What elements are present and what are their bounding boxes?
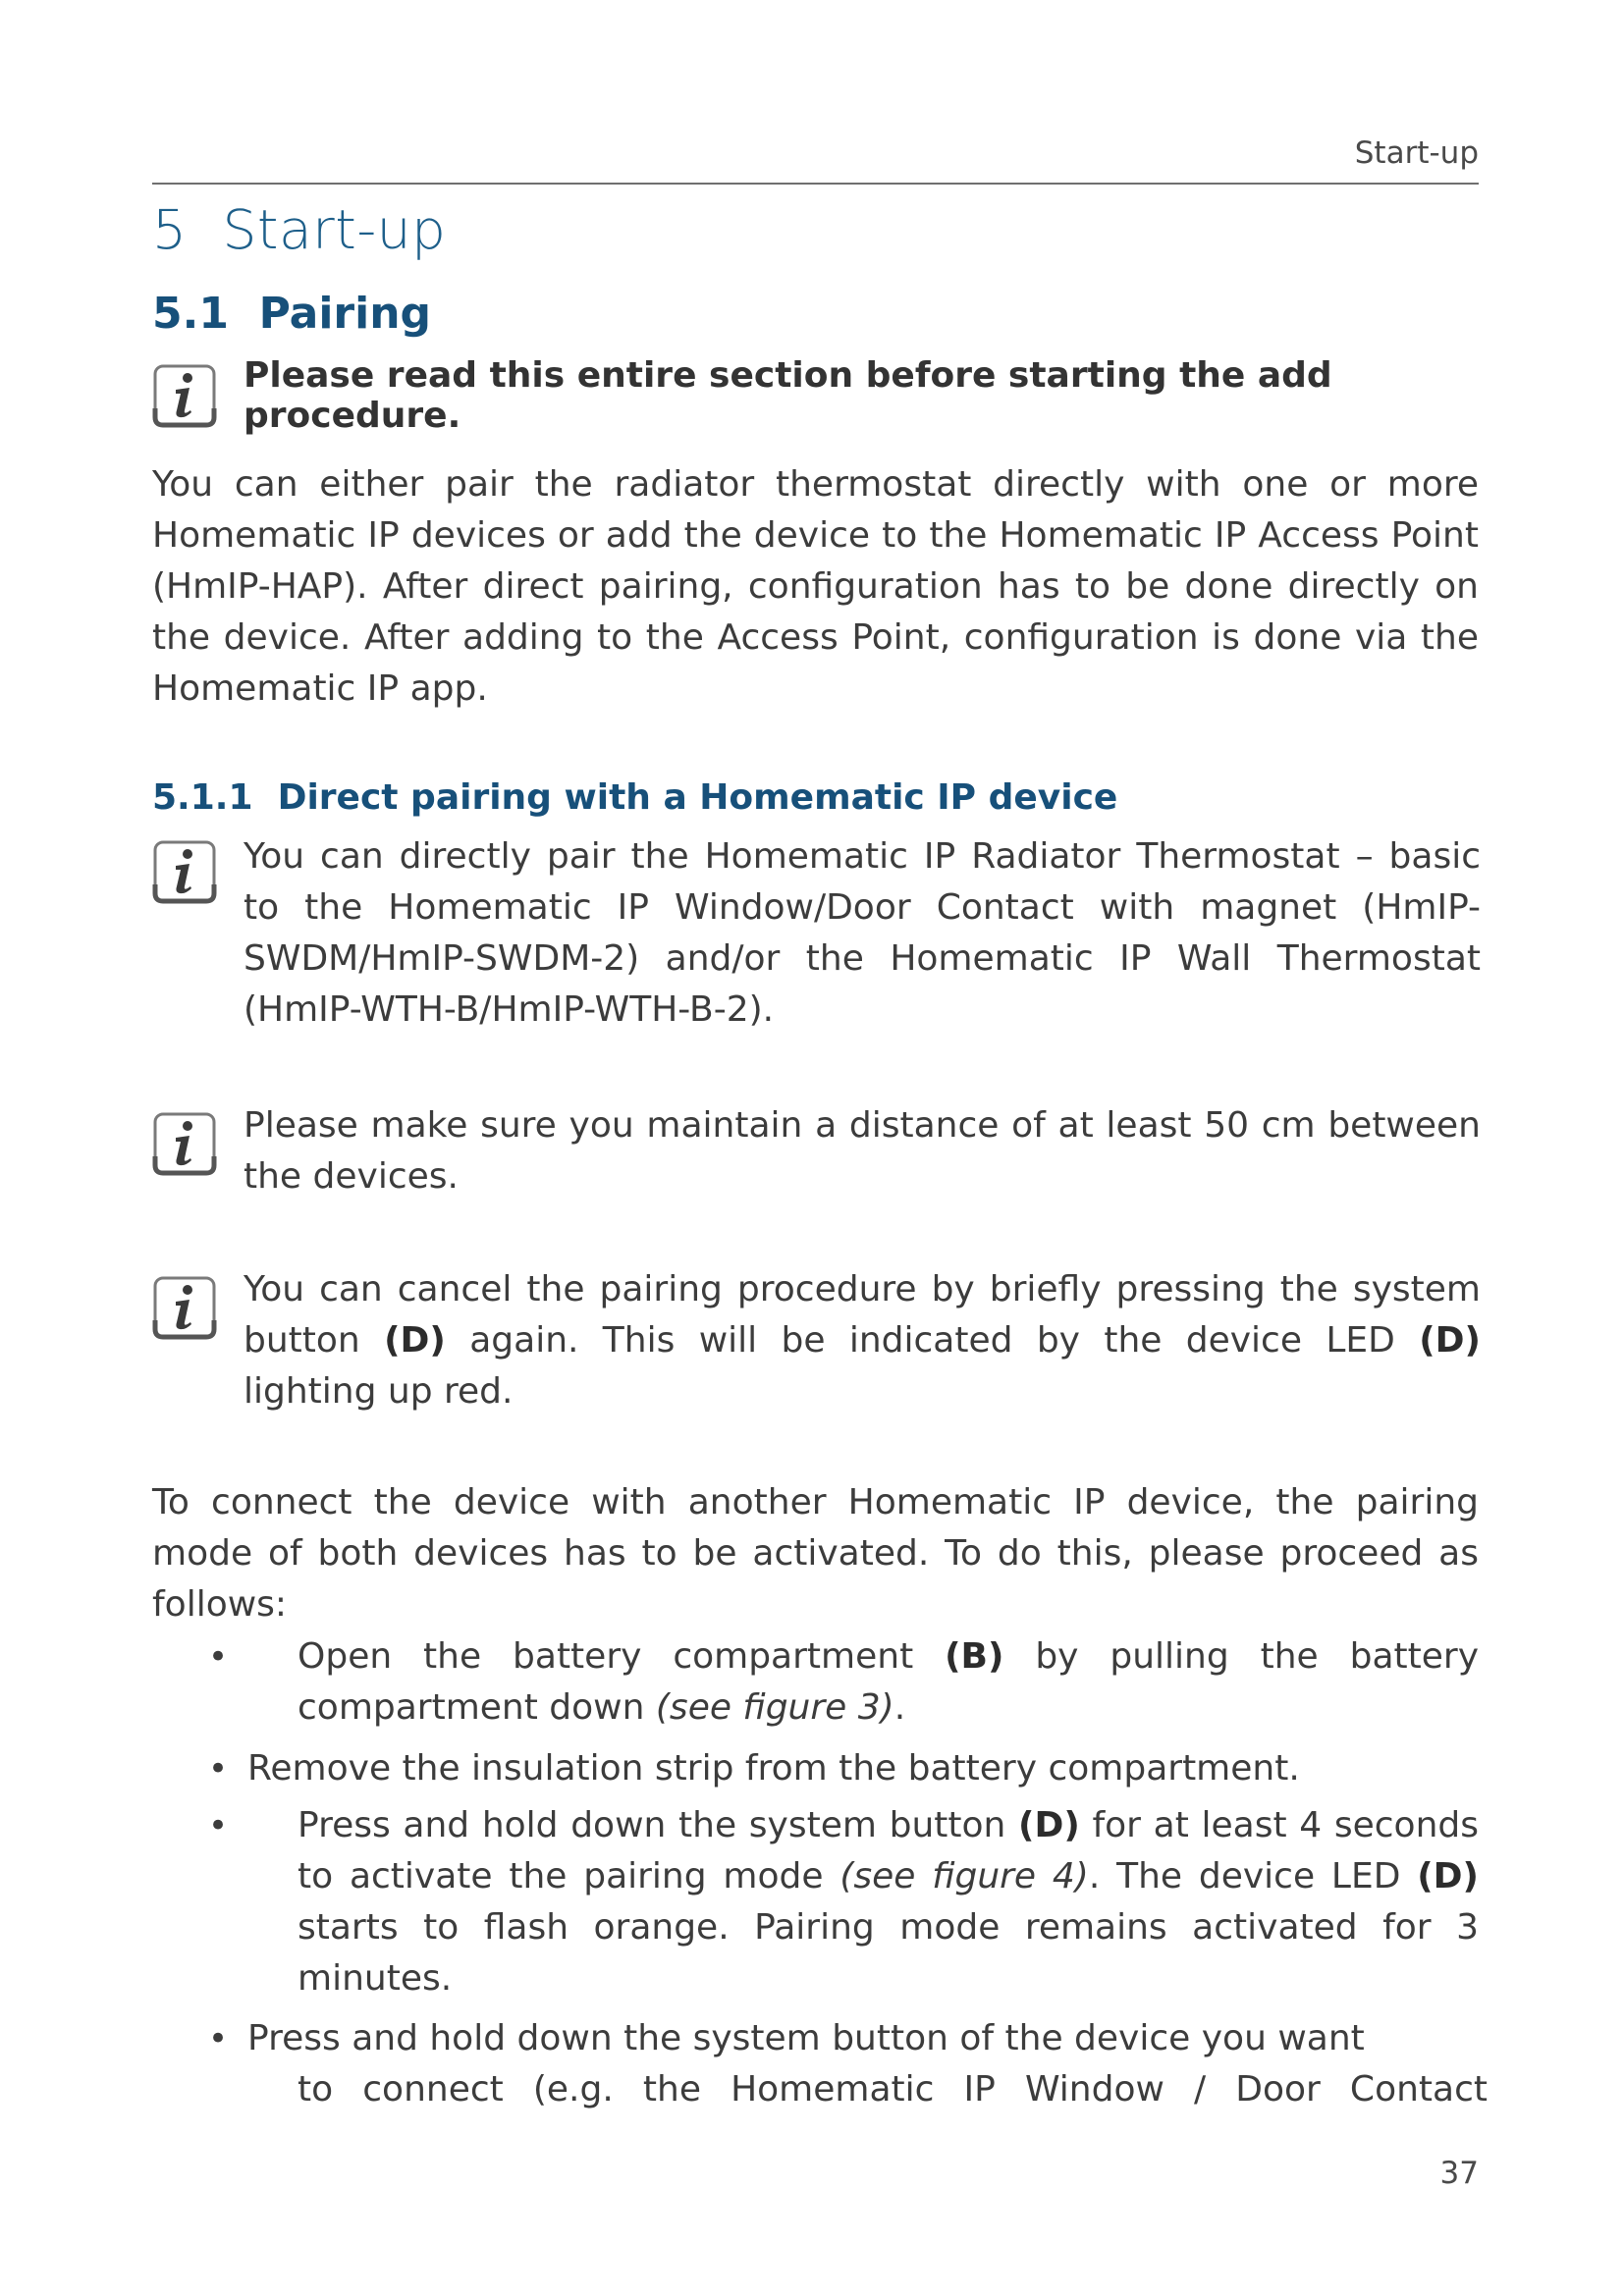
- subsection-title: Direct pairing with a Homematic IP device: [277, 777, 1118, 818]
- info-note-cancel: [244, 1264, 1481, 1417]
- ref-device-led: (D): [1419, 1320, 1481, 1361]
- info-note-compat: You can directly pair the Homematic IP Radiator Thermostat – basic to the Homematic IP Window/Door Contact with magnet (HmIP-SWDM/HmIP-SWDM-2) and/or the Homematic IP Wall Thermostat (HmIP-WTH-B/HmIP-WTH-B-2).: [244, 836, 1481, 1030]
- ref-battery-compartment: (B): [945, 1636, 1004, 1677]
- info-icon: [152, 1111, 217, 1176]
- section-heading: [152, 289, 431, 339]
- step-activate-pairing: Press and hold down the system button (D) for at least 4 seconds to activate the pairing mode (see figure 4). The device LED (D) starts to flash orange. Pairing mode remains activated for 3 minutes.: [298, 1805, 1480, 1999]
- ref-system-button: (D): [384, 1320, 446, 1361]
- step-connect-device-line1: Press and hold down the system button of the device you want: [247, 2018, 1365, 2058]
- info-note-distance: Please make sure you maintain a distance of at least 50 cm between the devices.: [244, 1105, 1481, 1197]
- cancel-text-2: again. This will be indicated by the device LED: [445, 1320, 1420, 1361]
- chapter-heading: [152, 198, 446, 261]
- bullet-icon: •: [208, 2019, 229, 2058]
- connect-paragraph: To connect the device with another Homematic IP device, the pairing mode of both devices has to be activated. To do this, please proceed as follows:: [152, 1482, 1479, 1625]
- running-head: Start-up: [1354, 135, 1479, 171]
- section-title: Pairing: [258, 289, 432, 339]
- bullet-icon: •: [208, 1637, 229, 1677]
- figure-ref: (see figure 4): [839, 1856, 1089, 1896]
- bullet-icon: •: [208, 1749, 229, 1789]
- ref-device-led: (D): [1417, 1856, 1480, 1896]
- bullet-icon: •: [208, 1806, 229, 1845]
- subsection-number: 5.1.1: [152, 777, 253, 818]
- cancel-text-3: lighting up red.: [244, 1371, 514, 1412]
- info-icon: [152, 839, 217, 904]
- chapter-title: Start-up: [222, 198, 447, 261]
- info-icon: [152, 1275, 217, 1340]
- step-connect-device-line2: to connect (e.g. the Homematic IP Window / Door Contact: [298, 2069, 1488, 2109]
- section-number: 5.1: [152, 289, 229, 339]
- ref-system-button: (D): [1018, 1805, 1080, 1845]
- notice-read: Please read this entire section before starting the add procedure.: [244, 355, 1332, 436]
- chapter-number: 5: [152, 198, 188, 261]
- cancel-text-1: You can cancel the pairing procedure by briefly pressing the system button: [244, 1269, 1481, 1361]
- figure-ref: (see figure 3): [655, 1687, 894, 1728]
- info-icon: [152, 363, 217, 428]
- header-rule: [152, 183, 1479, 185]
- step-remove-strip: Remove the insulation strip from the battery compartment.: [247, 1748, 1300, 1789]
- step-open-compartment: Open the battery compartment (B) by pulling the battery compartment down (see figure 3).: [298, 1636, 1479, 1728]
- subsection-heading: [152, 777, 1117, 818]
- intro-paragraph: You can either pair the radiator thermostat directly with one or more Homematic IP devices or add the device to the Homematic IP Access Point (HmIP-HAP). After direct pairing, configuration has to be done directly on the device. After adding to the Access Point, configuration is done via the Homematic IP app.: [152, 464, 1479, 709]
- page-number: 37: [1439, 2156, 1479, 2191]
